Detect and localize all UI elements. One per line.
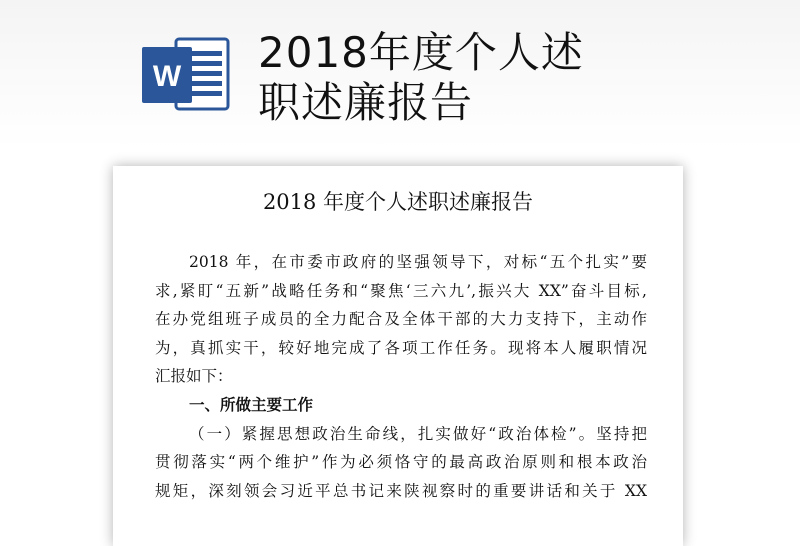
document-body (155, 248, 647, 505)
section-heading: 一、所做主要工作 (189, 395, 314, 414)
document-title: 2018 年度个人述职述廉报告 (262, 190, 534, 214)
word-icon (140, 33, 232, 115)
paragraph-line: 为，真抓实干，较好地完成了各项工作任务。现将本人履职情况 (155, 338, 647, 357)
paragraph-line: 在办党组班子成员的全力配合及全体干部的大力支持下，主动作 (155, 310, 647, 329)
paragraph-line: （一）紧握思想政治生命线，扎实做好“政治体检”。坚持把 (189, 424, 647, 443)
document-page (113, 166, 683, 546)
cover-title (258, 28, 678, 128)
paragraph-line: 规矩，深刻领会习近平总书记来陕视察时的重要讲话和关于 XX (155, 481, 647, 500)
word-logo-letter: W (152, 60, 182, 93)
paragraph-line: 贯彻落实“两个维护”作为必须恪守的最高政治原则和根本政治 (155, 453, 647, 472)
paragraph-line: 2018 年，在市委市政府的坚强领导下，对标“五个扎实”要 (189, 253, 647, 271)
cover-title-line-2: 职述廉报告 (258, 78, 474, 127)
paragraph-line: 求,紧盯“五新”战略任务和“聚焦‘三六九’,振兴大 XX”奋斗目标, (155, 281, 647, 300)
paragraph-line: 汇报如下： (155, 367, 233, 386)
cover-title-line-1: 2018年度个人述 (258, 28, 584, 77)
